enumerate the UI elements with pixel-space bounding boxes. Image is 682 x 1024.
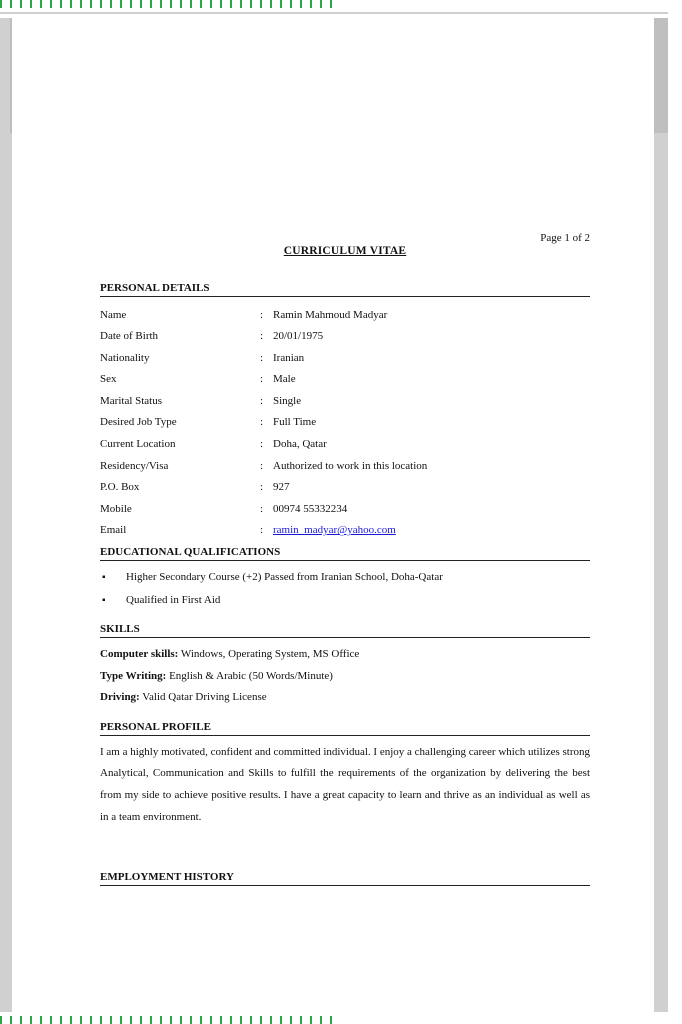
page-number: Page 1 of 2: [540, 232, 590, 244]
skill-line: [100, 666, 590, 688]
detail-colon: :: [260, 502, 264, 515]
skill-value: Valid Qatar Driving License: [139, 691, 267, 704]
education-heading: EDUCATIONAL QUALIFICATIONS: [100, 544, 590, 561]
detail-value: Authorized to work in this location: [273, 459, 428, 472]
detail-row: [100, 348, 590, 370]
detail-row: [100, 326, 590, 348]
detail-colon: :: [260, 438, 264, 451]
detail-label: Sex: [100, 373, 117, 386]
personal-details-list: [100, 305, 590, 543]
detail-value: 00974 55332234: [273, 502, 348, 515]
cv-content: [100, 228, 590, 892]
list-item: [100, 590, 590, 613]
top-dashed-border: [0, 0, 335, 8]
profile-heading: PERSONAL PROFILE: [100, 719, 590, 736]
skills-heading: SKILLS: [100, 621, 590, 638]
education-list: [100, 567, 590, 613]
detail-label: Email: [100, 524, 127, 537]
detail-colon: :: [260, 394, 264, 407]
detail-label: Residency/Visa: [100, 459, 169, 472]
skill-value: Windows, Operating System, MS Office: [178, 648, 360, 661]
detail-colon: :: [260, 416, 264, 429]
detail-value: Doha, Qatar: [273, 438, 327, 451]
document-title: CURRICULUM VITAE: [283, 245, 407, 257]
profile-text: I am a highly motivated, confident and committed individual. I enjoy a challenging career which utilizes strong Analytical, Communication and Skills to fulfill the requirements of the organization by delivering the best from my side to achieve positive results. I have a great capacity to learn and thrive as an individual as well as in a team environment.: [100, 745, 590, 823]
detail-colon: :: [260, 330, 264, 343]
education-item: Qualified in First Aid: [126, 594, 221, 607]
detail-value: Iranian: [273, 351, 305, 364]
detail-label: Marital Status: [100, 394, 163, 407]
skill-line: [100, 687, 590, 709]
detail-row: [100, 456, 590, 478]
detail-value: Single: [273, 394, 302, 407]
detail-row: [100, 391, 590, 413]
skills-list: [100, 644, 590, 709]
detail-colon: :: [260, 308, 264, 321]
detail-label: Nationality: [100, 351, 150, 364]
detail-row: [100, 412, 590, 434]
detail-label: Mobile: [100, 502, 132, 515]
right-scrollbar[interactable]: [654, 18, 668, 1012]
skill-line: [100, 644, 590, 666]
document-page: [12, 18, 654, 1012]
detail-row: [100, 369, 590, 391]
left-scrollbar[interactable]: [0, 18, 12, 1012]
detail-colon: :: [260, 481, 264, 494]
bullet-icon: ▪: [102, 572, 106, 584]
detail-value: 927: [273, 481, 290, 494]
detail-colon: :: [260, 351, 264, 364]
skill-value: English & Arabic (50 Words/Minute): [166, 669, 333, 682]
detail-row: [100, 520, 590, 542]
detail-label: Date of Birth: [100, 330, 159, 343]
detail-label: P.O. Box: [100, 481, 140, 494]
email-link[interactable]: ramin_madyar@yahoo.com: [273, 524, 396, 537]
detail-row: [100, 477, 590, 499]
skill-label: Type Writing:: [100, 669, 167, 682]
detail-row: [100, 499, 590, 521]
bottom-dashed-border: [0, 1016, 335, 1024]
detail-value: 20/01/1975: [273, 330, 324, 343]
detail-label: Name: [100, 308, 127, 321]
detail-value: Male: [273, 373, 296, 386]
skill-label: Driving:: [100, 691, 140, 704]
education-item: Higher Secondary Course (+2) Passed from Iranian School, Doha-Qatar: [126, 571, 443, 584]
detail-label: Desired Job Type: [100, 416, 177, 429]
top-rule: [0, 12, 668, 14]
detail-label: Current Location: [100, 438, 176, 451]
detail-colon: :: [260, 459, 264, 472]
detail-colon: :: [260, 373, 264, 386]
detail-value: Full Time: [273, 416, 317, 429]
skill-label: Computer skills:: [100, 648, 179, 661]
detail-row: [100, 305, 590, 327]
detail-value: Ramin Mahmoud Madyar: [273, 308, 388, 321]
personal-details-heading: PERSONAL DETAILS: [100, 280, 590, 297]
detail-colon: :: [260, 524, 264, 537]
bullet-icon: ▪: [102, 595, 106, 607]
scrollbar-thumb[interactable]: [654, 18, 668, 133]
detail-row: [100, 434, 590, 456]
list-item: [100, 567, 590, 590]
employment-heading: EMPLOYMENT HISTORY: [100, 869, 590, 886]
